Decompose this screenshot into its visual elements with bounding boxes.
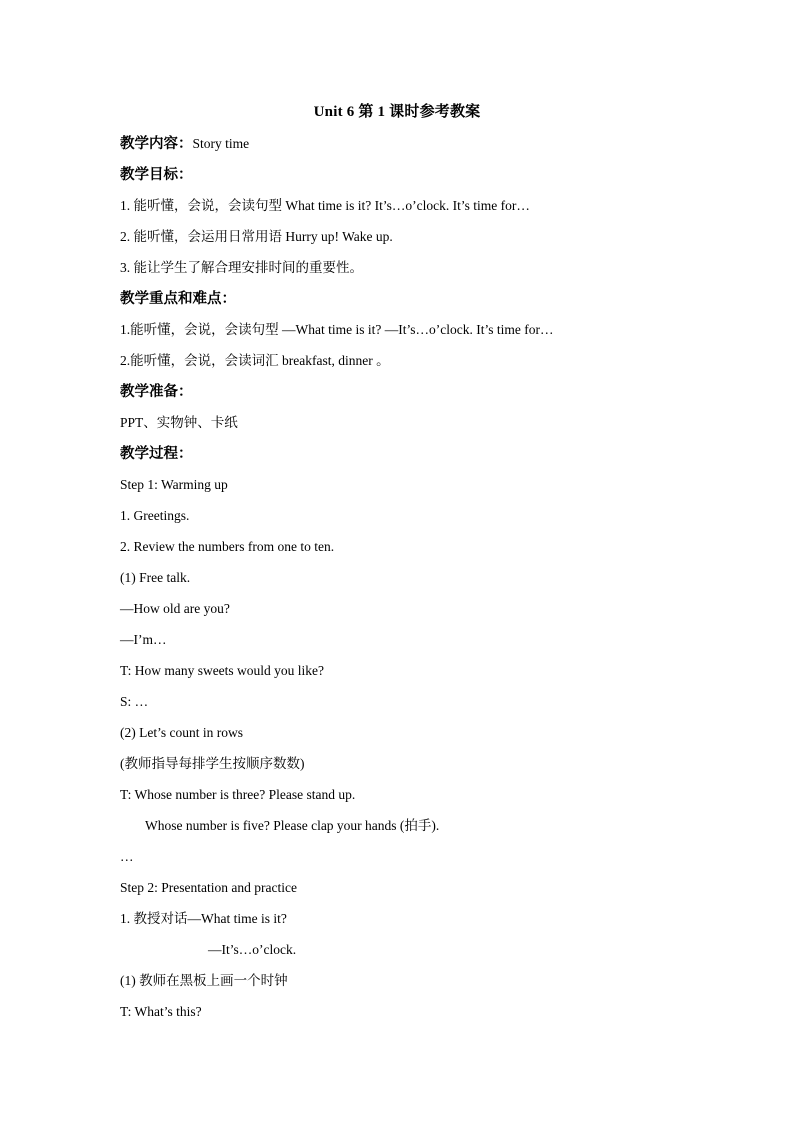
process-line: Step 2: Presentation and practice <box>120 880 297 895</box>
process-line: 1. 教授对话—What time is it? <box>120 911 287 926</box>
process-line: 1. Greetings. <box>120 508 190 523</box>
process-line: (教师指导每排学生按顺序数数) <box>120 756 305 771</box>
teaching-content-value: Story time <box>192 136 250 151</box>
lesson-plan-body <box>120 132 720 1031</box>
key-point-item: 1.能听懂，会说，会读句型 —What time is it? —It’s…o’clock. It’s time for… <box>120 322 554 337</box>
process-line: (1) Free talk. <box>120 570 191 585</box>
process-line: … <box>120 849 134 864</box>
process-line: T: Whose number is three? Please stand up. <box>120 787 356 802</box>
process-line: 2. Review the numbers from one to ten. <box>120 539 335 554</box>
objective-item: 3. 能让学生了解合理安排时间的重要性。 <box>120 260 363 275</box>
objective-item: 1. 能听懂，会说，会读句型 What time is it? It’s…o’clock. It’s time for… <box>120 198 530 213</box>
key-points-heading: 教学重点和难点： <box>120 291 236 307</box>
process-line: —I’m… <box>120 632 167 647</box>
preparation-heading: 教学准备： <box>120 384 193 400</box>
process-line: —How old are you? <box>120 601 230 616</box>
process-line: T: What’s this? <box>120 1004 202 1019</box>
process-line: Step 1: Warming up <box>120 477 228 492</box>
page-title: Unit 6 第 1 课时参考教案 <box>313 104 481 120</box>
process-line: —It’s…o’clock. <box>208 942 297 957</box>
process-heading: 教学过程： <box>120 446 193 462</box>
process-line: S: … <box>120 694 149 709</box>
objective-item: 2. 能听懂，会运用日常用语 Hurry up! Wake up. <box>120 229 393 244</box>
preparation-text: PPT、实物钟、卡纸 <box>120 415 238 430</box>
teaching-content-line <box>120 132 720 163</box>
process-line: (2) Let’s count in rows <box>120 725 243 740</box>
process-line: T: How many sweets would you like? <box>120 663 325 678</box>
process-line: (1) 教师在黑板上画一个时钟 <box>120 973 288 988</box>
process-line: Whose number is five? Please clap your hands (拍手). <box>145 818 440 833</box>
key-point-item: 2.能听懂，会说，会读词汇 breakfast, dinner 。 <box>120 353 390 368</box>
teaching-content-label: 教学内容： <box>120 136 193 152</box>
objectives-heading: 教学目标： <box>120 167 193 183</box>
